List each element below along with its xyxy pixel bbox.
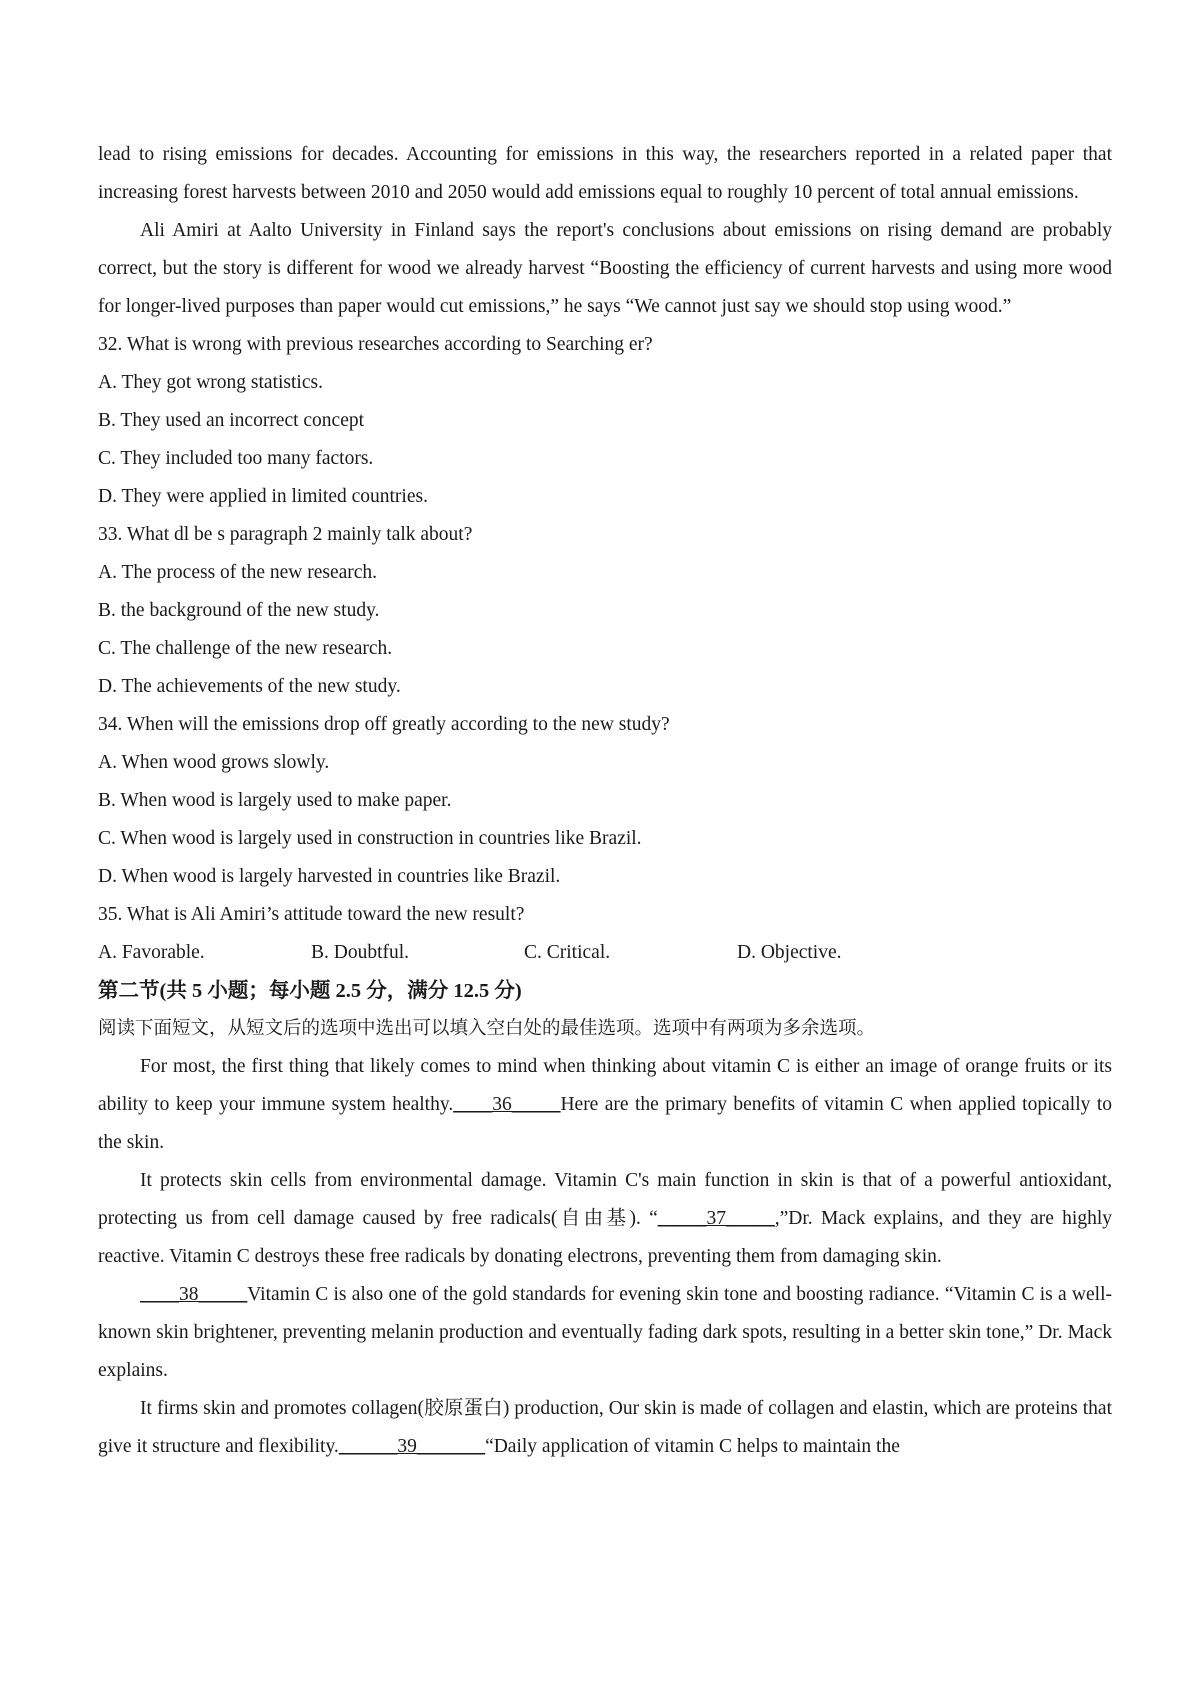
answer-option: D. The achievements of the new study.: [98, 676, 401, 697]
text-run: Here are the primary benefits of vitamin C when applied topically to the skin.: [98, 1094, 1112, 1153]
answer-options-row: [98, 934, 1112, 972]
answer-option: A. When wood grows slowly.: [98, 752, 330, 773]
text-run: “Daily application of vitamin C helps to maintain the: [485, 1436, 900, 1457]
answer-option: D. They were applied in limited countries.: [98, 486, 428, 507]
answer-option: C. They included too many factors.: [98, 448, 374, 469]
answer-option: C. The challenge of the new research.: [98, 638, 393, 659]
blank-39: ______39_______: [338, 1436, 486, 1457]
blank-38: ____38_____: [140, 1284, 248, 1305]
answer-option: B. Doubtful.: [311, 942, 410, 963]
passage-paragraph: Ali Amiri at Aalto University in Finland says the report's conclusions about emissions on rising demand are probably correct, but the story is different for wood we already harvest “Boosting the efficiency of current harvests and using more wood for longer-lived purposes than paper would cut emissions,” he says “We cannot just say we should stop using wood.”: [98, 220, 1112, 317]
answer-option: B. When wood is largely used to make paper.: [98, 790, 452, 811]
answer-option: D. When wood is largely harvested in countries like Brazil.: [98, 866, 561, 887]
text-run: For most, the first thing that likely comes to mind when thinking about vitamin C is either an image of orange fruits or its ability to keep your immune system healthy.: [98, 1056, 1112, 1115]
blank-37: _____37_____: [657, 1208, 775, 1229]
text-run: ,”Dr. Mack explains, and they are highly reactive. Vitamin C destroys these free radicals by donating electrons, preventing them from damaging skin.: [98, 1208, 1112, 1267]
passage-paragraph: [98, 1048, 1112, 1162]
answer-option: B. They used an incorrect concept: [98, 410, 365, 431]
question-stem: 32. What is wrong with previous researches according to Searching er?: [98, 334, 653, 355]
passage-paragraph: [98, 1276, 1112, 1390]
text-run: It firms skin and promotes collagen(胶原蛋白) production, Our skin is made of collagen and elastin, which are proteins that give it structure and flexibility.: [98, 1398, 1112, 1457]
answer-option: C. When wood is largely used in construction in countries like Brazil.: [98, 828, 642, 849]
answer-option: B. the background of the new study.: [98, 600, 380, 621]
blank-36: ____36_____: [453, 1094, 561, 1115]
answer-option: A. Favorable.: [98, 942, 205, 963]
text-run: It protects skin cells from environmental damage. Vitamin C's main function in skin is that of a powerful antioxidant, protecting us from cell damage caused by free radicals(自由基). “: [98, 1170, 1112, 1229]
answer-option: A. They got wrong statistics.: [98, 372, 323, 393]
passage-paragraph: [98, 1390, 1112, 1466]
answer-option: D. Objective.: [737, 942, 842, 963]
answer-option: C. Critical.: [524, 942, 611, 963]
passage-paragraph: [98, 1162, 1112, 1276]
question-stem: 33. What dl be s paragraph 2 mainly talk about?: [98, 524, 473, 545]
section-title: 第二节(共 5 小题；每小题 2.5 分，满分 12.5 分): [98, 980, 522, 1002]
answer-option: A. The process of the new research.: [98, 562, 378, 583]
question-stem: 34. When will the emissions drop off greatly according to the new study?: [98, 714, 670, 735]
section-instruction: 阅读下面短文，从短文后的选项中选出可以填入空白处的最佳选项。选项中有两项为多余选项。: [98, 1019, 876, 1039]
text-run: Vitamin C is also one of the gold standards for evening skin tone and boosting radiance. “Vitamin C is a well-known skin brightener, preventing melanin production and eventually fading dark spots, resulting in a better skin tone,” Dr. Mack explains.: [98, 1284, 1112, 1381]
passage-paragraph: lead to rising emissions for decades. Accounting for emissions in this way, the researchers reported in a related paper that increasing forest harvests between 2010 and 2050 would add emissions equal to roughly 10 percent of total annual emissions.: [98, 144, 1112, 203]
question-stem: 35. What is Ali Amiri’s attitude toward the new result?: [98, 904, 525, 925]
exam-page: [98, 136, 1112, 1466]
